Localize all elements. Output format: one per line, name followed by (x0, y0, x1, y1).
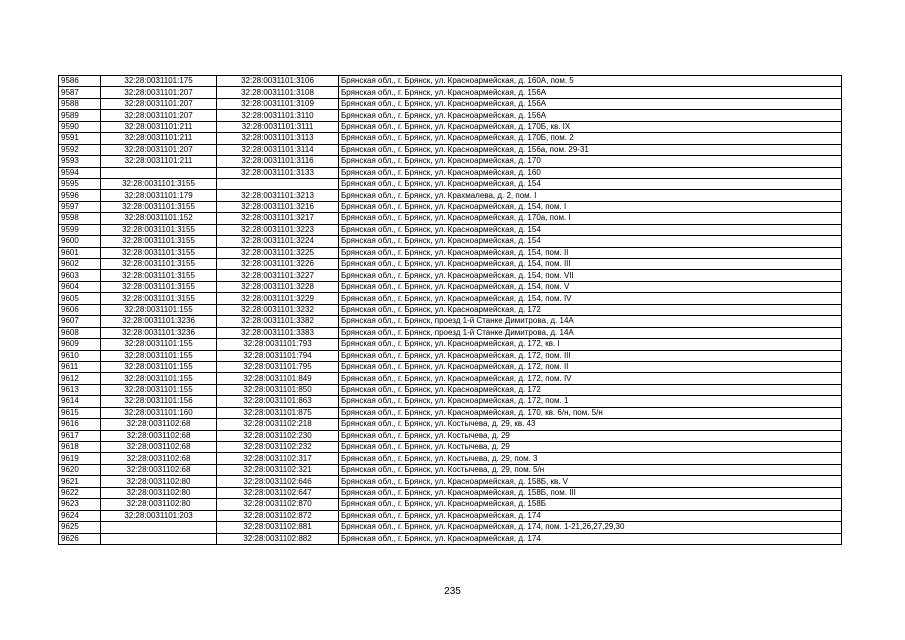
table-row (59, 133, 842, 144)
row-number-cell: 9594 (59, 167, 101, 178)
cadastral-number-cell: 32:28:0031101:3109 (217, 98, 339, 109)
row-number-cell: 9608 (59, 327, 101, 338)
cadastral-number-cell: 32:28:0031102:646 (217, 476, 339, 487)
table-row (59, 201, 842, 212)
parent-cadastral-number-cell (101, 533, 217, 544)
parent-cadastral-number-cell: 32:28:0031101:3155 (101, 178, 217, 189)
parent-cadastral-number-cell: 32:28:0031102:68 (101, 430, 217, 441)
address-cell: Брянская обл., г. Брянск, ул. Красноармейская, д. 170а, пом. I (339, 213, 842, 224)
address-cell: Брянская обл., г. Брянск, ул. Красноармейская, д. 172, пом. 1 (339, 396, 842, 407)
address-cell: Брянская обл., г. Брянск, ул. Костычева, д. 29 (339, 442, 842, 453)
table-row (59, 76, 842, 87)
row-number-cell: 9609 (59, 339, 101, 350)
cadastral-number-cell: 32:28:0031101:3227 (217, 270, 339, 281)
cadastral-number-cell: 32:28:0031101:3114 (217, 144, 339, 155)
table-row (59, 510, 842, 521)
cadastral-number-cell: 32:28:0031102:647 (217, 487, 339, 498)
cadastral-number-cell: 32:28:0031101:3223 (217, 224, 339, 235)
table-row (59, 190, 842, 201)
row-number-cell: 9614 (59, 396, 101, 407)
table-row (59, 247, 842, 258)
address-cell: Брянская обл., г. Брянск, ул. Красноармейская, д. 154, пом. V (339, 281, 842, 292)
row-number-cell: 9603 (59, 270, 101, 281)
address-cell: Брянская обл., г. Брянск, ул. Красноармейская, д. 172, пом. IV (339, 373, 842, 384)
address-cell: Брянская обл., г. Брянск, ул. Красноармейская, д. 158Б (339, 499, 842, 510)
row-number-cell: 9600 (59, 236, 101, 247)
address-cell: Брянская обл., г. Брянск, ул. Красноармейская, д. 158Б, пом. III (339, 487, 842, 498)
table-row (59, 361, 842, 372)
address-cell: Брянская обл., г. Брянск, ул. Костычева, д. 29, пом. 3 (339, 453, 842, 464)
cadastral-number-cell: 32:28:0031102:232 (217, 442, 339, 453)
table-row (59, 407, 842, 418)
parent-cadastral-number-cell: 32:28:0031101:211 (101, 156, 217, 167)
parent-cadastral-number-cell: 32:28:0031101:160 (101, 407, 217, 418)
table-row (59, 213, 842, 224)
address-cell: Брянская обл., г. Брянск, ул. Красноармейская, д. 158Б, кв. V (339, 476, 842, 487)
cadastral-number-cell: 32:28:0031101:3110 (217, 110, 339, 121)
parent-cadastral-number-cell: 32:28:0031101:3236 (101, 327, 217, 338)
parent-cadastral-number-cell: 32:28:0031101:3236 (101, 316, 217, 327)
row-number-cell: 9612 (59, 373, 101, 384)
table-row (59, 339, 842, 350)
cadastral-number-cell: 32:28:0031101:3224 (217, 236, 339, 247)
table-row (59, 178, 842, 189)
row-number-cell: 9595 (59, 178, 101, 189)
address-cell: Брянская обл., г. Брянск, ул. Красноармейская, д. 172 (339, 304, 842, 315)
parent-cadastral-number-cell: 32:28:0031102:80 (101, 476, 217, 487)
parent-cadastral-number-cell (101, 522, 217, 533)
row-number-cell: 9624 (59, 510, 101, 521)
parent-cadastral-number-cell: 32:28:0031101:3155 (101, 247, 217, 258)
table-row (59, 350, 842, 361)
address-cell: Брянская обл., г. Брянск, ул. Крахмалева, д. 2, пом. I (339, 190, 842, 201)
parent-cadastral-number-cell: 32:28:0031101:3155 (101, 259, 217, 270)
address-cell: Брянская обл., г. Брянск, ул. Красноармейская, д. 156А (339, 110, 842, 121)
row-number-cell: 9617 (59, 430, 101, 441)
row-number-cell: 9604 (59, 281, 101, 292)
cadastral-number-cell: 32:28:0031101:3133 (217, 167, 339, 178)
table-row (59, 87, 842, 98)
row-number-cell: 9613 (59, 384, 101, 395)
table-row (59, 487, 842, 498)
address-cell: Брянская обл., г. Брянск, проезд 1-й Станке Димитрова, д. 14А (339, 316, 842, 327)
address-cell: Брянская обл., г. Брянск, ул. Красноармейская, д. 172, пом. III (339, 350, 842, 361)
cadastral-number-cell: 32:28:0031101:863 (217, 396, 339, 407)
table-row (59, 156, 842, 167)
address-cell: Брянская обл., г. Брянск, ул. Красноармейская, д. 174, пом. 1-21,26,27,29,30 (339, 522, 842, 533)
table-row (59, 236, 842, 247)
row-number-cell: 9588 (59, 98, 101, 109)
cadastral-number-cell: 32:28:0031102:218 (217, 419, 339, 430)
address-cell: Брянская обл., г. Брянск, ул. Красноармейская, д. 160 (339, 167, 842, 178)
row-number-cell: 9605 (59, 293, 101, 304)
parent-cadastral-number-cell: 32:28:0031101:155 (101, 361, 217, 372)
row-number-cell: 9620 (59, 464, 101, 475)
address-cell: Брянская обл., г. Брянск, ул. Красноармейская, д. 172, пом. II (339, 361, 842, 372)
row-number-cell: 9616 (59, 419, 101, 430)
parent-cadastral-number-cell: 32:28:0031101:3155 (101, 281, 217, 292)
table-row (59, 453, 842, 464)
cadastral-number-cell: 32:28:0031101:3229 (217, 293, 339, 304)
parent-cadastral-number-cell: 32:28:0031101:3155 (101, 293, 217, 304)
cadastral-number-cell: 32:28:0031101:795 (217, 361, 339, 372)
address-cell: Брянская обл., г. Брянск, ул. Красноармейская, д. 172 (339, 384, 842, 395)
parent-cadastral-number-cell: 32:28:0031101:175 (101, 76, 217, 87)
cadastral-number-cell: 32:28:0031101:3216 (217, 201, 339, 212)
address-cell: Брянская обл., г. Брянск, ул. Красноармейская, д. 154, пом. IV (339, 293, 842, 304)
address-cell: Брянская обл., г. Брянск, ул. Костычева, д. 29 (339, 430, 842, 441)
table-row (59, 293, 842, 304)
cadastral-number-cell: 32:28:0031102:882 (217, 533, 339, 544)
cadastral-number-cell: 32:28:0031102:230 (217, 430, 339, 441)
address-cell: Брянская обл., г. Брянск, проезд 1-й Станке Димитрова, д. 14А (339, 327, 842, 338)
row-number-cell: 9622 (59, 487, 101, 498)
page-number: 235 (444, 586, 461, 597)
cadastral-number-cell: 32:28:0031102:881 (217, 522, 339, 533)
address-cell: Брянская обл., г. Брянск, ул. Костычева, д. 29, кв. 43 (339, 419, 842, 430)
parent-cadastral-number-cell: 32:28:0031102:68 (101, 464, 217, 475)
table-row (59, 316, 842, 327)
table-row (59, 121, 842, 132)
address-cell: Брянская обл., г. Брянск, ул. Красноармейская, д. 154, пом. VII (339, 270, 842, 281)
cadastral-number-cell: 32:28:0031101:3106 (217, 76, 339, 87)
cadastral-number-cell: 32:28:0031101:850 (217, 384, 339, 395)
parent-cadastral-number-cell: 32:28:0031101:155 (101, 373, 217, 384)
parent-cadastral-number-cell: 32:28:0031101:207 (101, 87, 217, 98)
parent-cadastral-number-cell: 32:28:0031102:68 (101, 442, 217, 453)
row-number-cell: 9623 (59, 499, 101, 510)
cadastral-number-cell: 32:28:0031101:849 (217, 373, 339, 384)
parent-cadastral-number-cell: 32:28:0031101:3155 (101, 236, 217, 247)
address-cell: Брянская обл., г. Брянск, ул. Красноармейская, д. 170, кв. 6/н, пом. 5/н (339, 407, 842, 418)
address-cell: Брянская обл., г. Брянск, ул. Красноармейская, д. 154, пом. III (339, 259, 842, 270)
cadastral-number-cell: 32:28:0031101:3213 (217, 190, 339, 201)
parent-cadastral-number-cell: 32:28:0031101:155 (101, 384, 217, 395)
parent-cadastral-number-cell: 32:28:0031101:207 (101, 110, 217, 121)
parent-cadastral-number-cell: 32:28:0031101:3155 (101, 270, 217, 281)
row-number-cell: 9626 (59, 533, 101, 544)
cadastral-number-cell: 32:28:0031101:3226 (217, 259, 339, 270)
row-number-cell: 9621 (59, 476, 101, 487)
table-row (59, 167, 842, 178)
table-row (59, 281, 842, 292)
row-number-cell: 9592 (59, 144, 101, 155)
cadastral-number-cell: 32:28:0031101:3108 (217, 87, 339, 98)
row-number-cell: 9589 (59, 110, 101, 121)
address-cell: Брянская обл., г. Брянск, ул. Красноармейская, д. 154, пом. II (339, 247, 842, 258)
parent-cadastral-number-cell: 32:28:0031101:3155 (101, 201, 217, 212)
parent-cadastral-number-cell: 32:28:0031102:68 (101, 453, 217, 464)
address-cell: Брянская обл., г. Брянск, ул. Красноармейская, д. 154 (339, 236, 842, 247)
parent-cadastral-number-cell: 32:28:0031101:203 (101, 510, 217, 521)
cadastral-number-cell: 32:28:0031101:3232 (217, 304, 339, 315)
address-cell: Брянская обл., г. Брянск, ул. Красноармейская, д. 170 (339, 156, 842, 167)
table-row (59, 533, 842, 544)
table-row (59, 224, 842, 235)
table-row (59, 373, 842, 384)
table-row (59, 144, 842, 155)
table-row (59, 522, 842, 533)
address-cell: Брянская обл., г. Брянск, ул. Красноармейская, д. 156А (339, 98, 842, 109)
address-cell: Брянская обл., г. Брянск, ул. Красноармейская, д. 172, кв. I (339, 339, 842, 350)
address-cell: Брянская обл., г. Брянск, ул. Красноармейская, д. 154 (339, 224, 842, 235)
address-cell: Брянская обл., г. Брянск, ул. Красноармейская, д. 156А (339, 87, 842, 98)
address-cell: Брянская обл., г. Брянск, ул. Красноармейская, д. 170Б, кв. IX (339, 121, 842, 132)
parent-cadastral-number-cell: 32:28:0031101:3155 (101, 224, 217, 235)
address-cell: Брянская обл., г. Брянск, ул. Красноармейская, д. 174 (339, 510, 842, 521)
cadastral-number-cell: 32:28:0031101:3113 (217, 133, 339, 144)
table-row (59, 442, 842, 453)
cadastral-number-cell: 32:28:0031101:3225 (217, 247, 339, 258)
parent-cadastral-number-cell: 32:28:0031101:207 (101, 144, 217, 155)
cadastral-number-cell: 32:28:0031101:875 (217, 407, 339, 418)
table-row (59, 384, 842, 395)
address-cell: Брянская обл., г. Брянск, ул. Красноармейская, д. 174 (339, 533, 842, 544)
cadastral-number-cell: 32:28:0031102:317 (217, 453, 339, 464)
cadastral-number-cell: 32:28:0031102:872 (217, 510, 339, 521)
parent-cadastral-number-cell: 32:28:0031101:211 (101, 121, 217, 132)
row-number-cell: 9611 (59, 361, 101, 372)
table-row (59, 259, 842, 270)
row-number-cell: 9610 (59, 350, 101, 361)
row-number-cell: 9618 (59, 442, 101, 453)
cadastral-number-cell: 32:28:0031102:321 (217, 464, 339, 475)
cadastral-number-cell: 32:28:0031101:3217 (217, 213, 339, 224)
address-cell: Брянская обл., г. Брянск, ул. Костычева, д. 29, пом. 5/н (339, 464, 842, 475)
parent-cadastral-number-cell: 32:28:0031101:155 (101, 304, 217, 315)
parent-cadastral-number-cell (101, 167, 217, 178)
table-row (59, 430, 842, 441)
cadastral-number-cell (217, 178, 339, 189)
cadastral-number-cell: 32:28:0031101:3116 (217, 156, 339, 167)
address-cell: Брянская обл., г. Брянск, ул. Красноармейская, д. 156а, пом. 29-31 (339, 144, 842, 155)
parent-cadastral-number-cell: 32:28:0031101:152 (101, 213, 217, 224)
row-number-cell: 9598 (59, 213, 101, 224)
table-row (59, 499, 842, 510)
table-row (59, 396, 842, 407)
table-row (59, 98, 842, 109)
address-cell: Брянская обл., г. Брянск, ул. Красноармейская, д. 154, пом. I (339, 201, 842, 212)
row-number-cell: 9619 (59, 453, 101, 464)
address-cell: Брянская обл., г. Брянск, ул. Красноармейская, д. 154 (339, 178, 842, 189)
row-number-cell: 9599 (59, 224, 101, 235)
table-row (59, 304, 842, 315)
parent-cadastral-number-cell: 32:28:0031101:207 (101, 98, 217, 109)
row-number-cell: 9593 (59, 156, 101, 167)
cadastral-number-cell: 32:28:0031101:794 (217, 350, 339, 361)
registry-table-body (59, 76, 842, 545)
row-number-cell: 9587 (59, 87, 101, 98)
table-row (59, 270, 842, 281)
parent-cadastral-number-cell: 32:28:0031102:80 (101, 499, 217, 510)
row-number-cell: 9615 (59, 407, 101, 418)
cadastral-number-cell: 32:28:0031101:3383 (217, 327, 339, 338)
cadastral-number-cell: 32:28:0031101:3111 (217, 121, 339, 132)
cadastral-number-cell: 32:28:0031102:870 (217, 499, 339, 510)
row-number-cell: 9606 (59, 304, 101, 315)
row-number-cell: 9591 (59, 133, 101, 144)
row-number-cell: 9597 (59, 201, 101, 212)
table-row (59, 110, 842, 121)
registry-table (58, 75, 842, 545)
parent-cadastral-number-cell: 32:28:0031101:179 (101, 190, 217, 201)
table-row (59, 476, 842, 487)
parent-cadastral-number-cell: 32:28:0031102:80 (101, 487, 217, 498)
parent-cadastral-number-cell: 32:28:0031102:68 (101, 419, 217, 430)
parent-cadastral-number-cell: 32:28:0031101:211 (101, 133, 217, 144)
row-number-cell: 9601 (59, 247, 101, 258)
parent-cadastral-number-cell: 32:28:0031101:155 (101, 339, 217, 350)
address-cell: Брянская обл., г. Брянск, ул. Красноармейская, д. 170Б, пом. 2 (339, 133, 842, 144)
cadastral-number-cell: 32:28:0031101:3228 (217, 281, 339, 292)
row-number-cell: 9607 (59, 316, 101, 327)
table-row (59, 464, 842, 475)
row-number-cell: 9590 (59, 121, 101, 132)
cadastral-number-cell: 32:28:0031101:3382 (217, 316, 339, 327)
cadastral-number-cell: 32:28:0031101:793 (217, 339, 339, 350)
table-row (59, 419, 842, 430)
table-row (59, 327, 842, 338)
row-number-cell: 9596 (59, 190, 101, 201)
parent-cadastral-number-cell: 32:28:0031101:155 (101, 350, 217, 361)
row-number-cell: 9586 (59, 76, 101, 87)
parent-cadastral-number-cell: 32:28:0031101:156 (101, 396, 217, 407)
row-number-cell: 9625 (59, 522, 101, 533)
address-cell: Брянская обл., г. Брянск, ул. Красноармейская, д. 160А, пом. 5 (339, 76, 842, 87)
row-number-cell: 9602 (59, 259, 101, 270)
